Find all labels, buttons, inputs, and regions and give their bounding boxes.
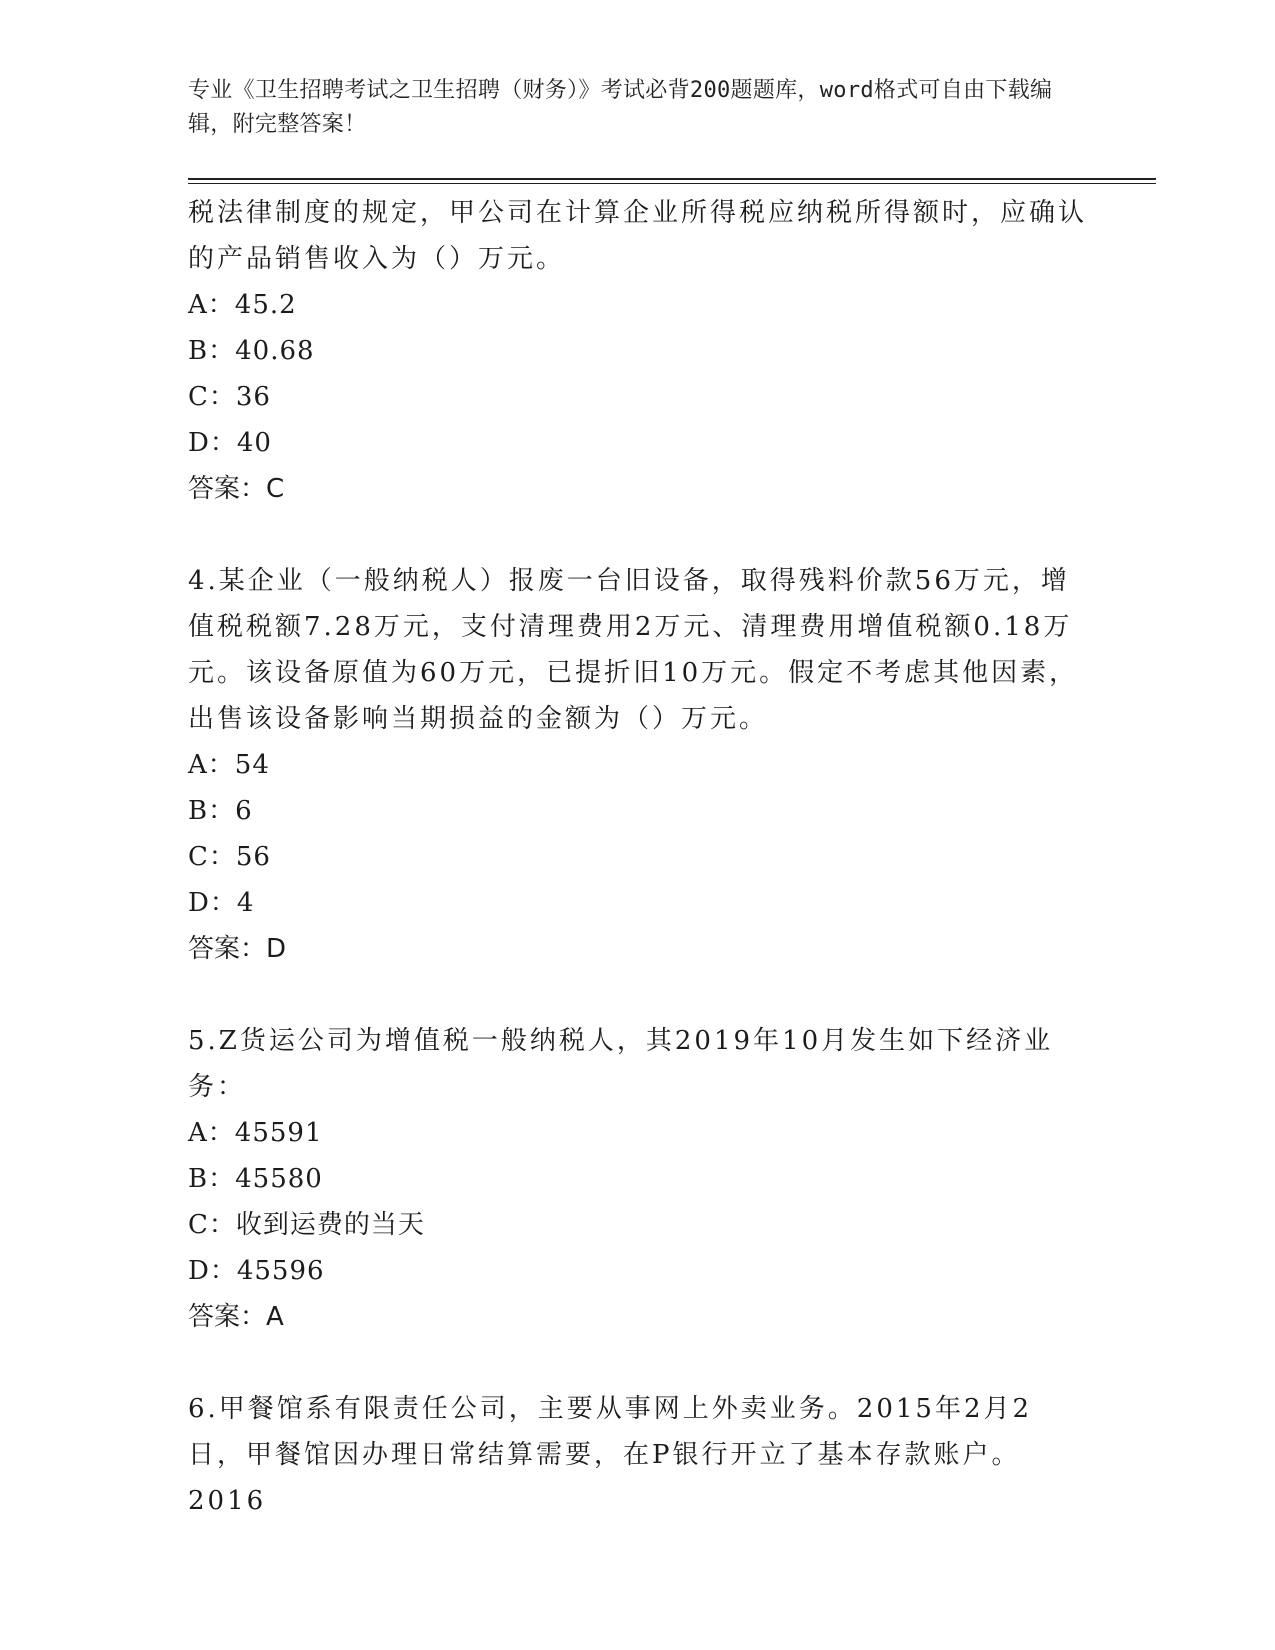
answer-line: 答案：D [188, 934, 287, 964]
document-header: 专业《卫生招聘考试之卫生招聘（财务）》考试必背200题题库，word格式可自由下载编辑，附完整答案！ [188, 78, 1053, 137]
question-5 [188, 1018, 1088, 1340]
option-b: B：6 [188, 796, 253, 826]
option-a: A：45591 [188, 1118, 323, 1148]
question-4 [188, 558, 1088, 972]
header-divider [188, 178, 1156, 180]
option-a: A：45.2 [188, 290, 297, 320]
option-b: B：45580 [188, 1164, 323, 1194]
document-body [188, 190, 1088, 1524]
question-stem: 4.某企业（一般纳税人）报废一台旧设备，取得残料价款56万元，增值税税额7.28万元，支付清理费用2万元、清理费用增值税额0.18万元。该设备原值为60万元，已提折旧10万元。假定不考虑其他因素，出售该设备影响当期损益的金额为（）万元。 [188, 566, 1079, 734]
question-stem: 6.甲餐馆系有限责任公司，主要从事网上外卖业务。2015年2月2日，甲餐馆因办理日常结算需要，在P银行开立了基本存款账户。2016 [188, 1394, 1033, 1516]
option-d: D：4 [188, 888, 255, 918]
option-d: D：40 [188, 428, 272, 458]
question-3 [188, 190, 1088, 512]
question-6 [188, 1386, 1088, 1524]
option-c: C：收到运费的当天 [188, 1210, 425, 1240]
option-b: B：40.68 [188, 336, 315, 366]
option-c: C：56 [188, 842, 271, 872]
question-stem: 5.Z货运公司为增值税一般纳税人，其2019年10月发生如下经济业务： [188, 1026, 1054, 1102]
option-d: D：45596 [188, 1256, 325, 1286]
option-c: C：36 [188, 382, 271, 412]
question-stem: 税法律制度的规定，甲公司在计算企业所得税应纳税所得额时，应确认的产品销售收入为（）万元。 [188, 198, 1088, 274]
answer-line: 答案：C [188, 474, 285, 504]
option-a: A：54 [188, 750, 270, 780]
header-divider-thin [188, 183, 1156, 184]
answer-line: 答案：A [188, 1302, 284, 1332]
